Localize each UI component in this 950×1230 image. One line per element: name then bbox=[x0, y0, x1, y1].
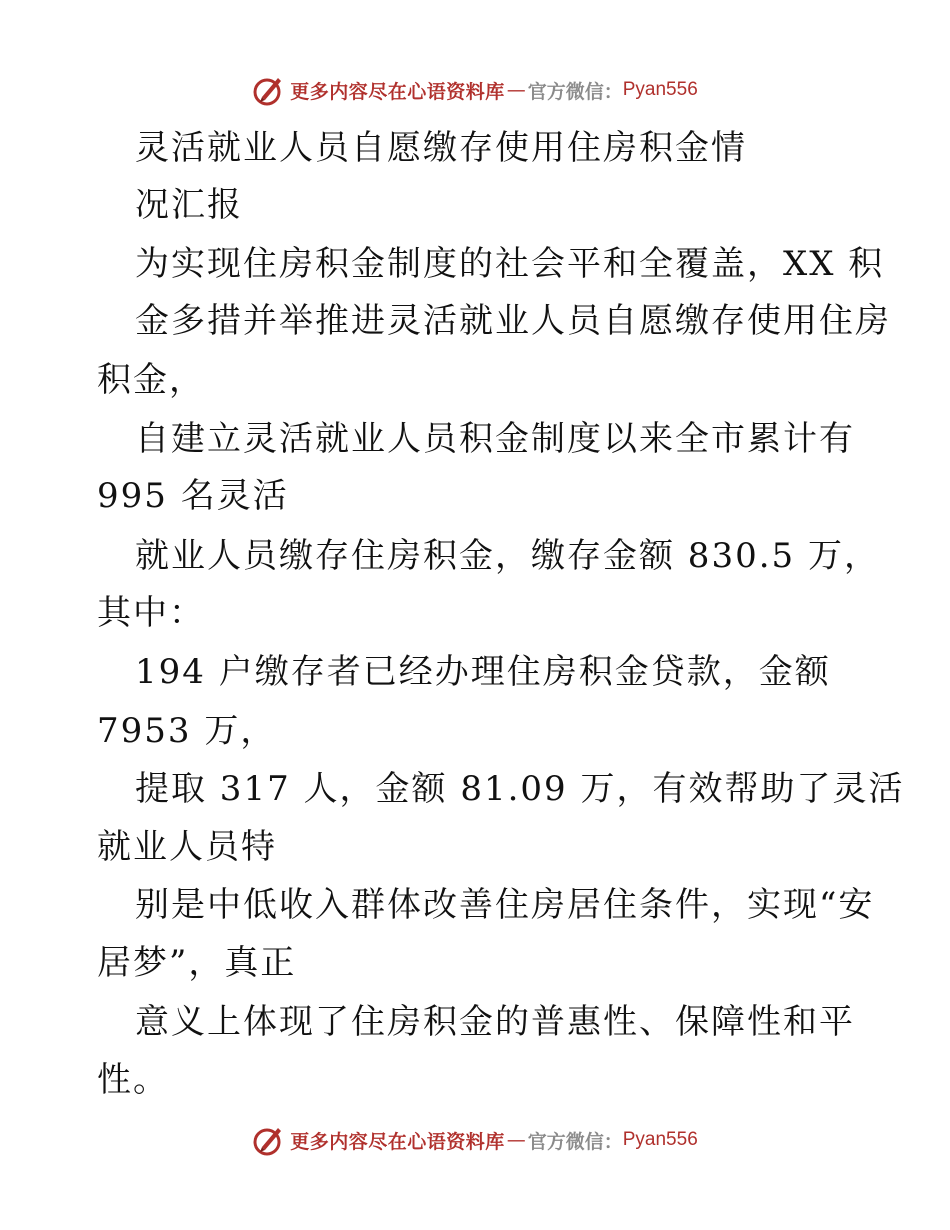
doc-line: 况汇报 bbox=[135, 185, 243, 225]
watermark-dash: — bbox=[506, 1129, 526, 1151]
footer-watermark bbox=[0, 1120, 950, 1160]
watermark-official-label: 官方微信： bbox=[527, 80, 623, 103]
doc-line: 自建立灵活就业人员积金制度以来全市累计有 bbox=[135, 419, 855, 459]
doc-line: 7953 万， bbox=[97, 711, 277, 751]
doc-line: 194 户缴存者已经办理住房积金贷款，金额 bbox=[135, 652, 831, 692]
doc-line: 就业人员缴存住房积金，缴存金额 830.5 万， bbox=[135, 536, 880, 576]
doc-line: 积金， bbox=[97, 360, 205, 400]
doc-line: 就业人员特 bbox=[97, 827, 277, 867]
quill-logo-icon bbox=[252, 1123, 286, 1157]
doc-line: 灵活就业人员自愿缴存使用住房积金情 bbox=[135, 128, 747, 168]
quill-logo-icon bbox=[252, 73, 286, 107]
watermark-main-text: 更多内容尽在心语资料库 bbox=[290, 1130, 505, 1153]
watermark-wechat-handle: Pyan556 bbox=[622, 79, 698, 100]
watermark-official-label: 官方微信： bbox=[527, 1130, 623, 1153]
doc-line: 995 名灵活 bbox=[97, 476, 289, 516]
doc-line: 其中： bbox=[97, 593, 205, 633]
doc-line: 居梦”，真正 bbox=[97, 943, 297, 983]
doc-line: 意义上体现了住房积金的普惠性、保障性和平 bbox=[135, 1002, 855, 1042]
doc-line: 金多措并举推进灵活就业人员自愿缴存使用住房 bbox=[135, 301, 891, 341]
doc-line: 提取 317 人，金额 81.09 万，有效帮助了灵活 bbox=[135, 769, 905, 809]
doc-line: 为实现住房积金制度的社会平和全覆盖，XX 积 bbox=[135, 244, 885, 284]
header-watermark bbox=[0, 70, 950, 110]
doc-line: 性。 bbox=[97, 1060, 169, 1100]
watermark-dash: — bbox=[506, 79, 526, 101]
doc-line: 别是中低收入群体改善住房居住条件，实现“安 bbox=[135, 885, 875, 925]
watermark-main-text: 更多内容尽在心语资料库 bbox=[290, 80, 505, 103]
watermark-wechat-handle: Pyan556 bbox=[622, 1129, 698, 1150]
